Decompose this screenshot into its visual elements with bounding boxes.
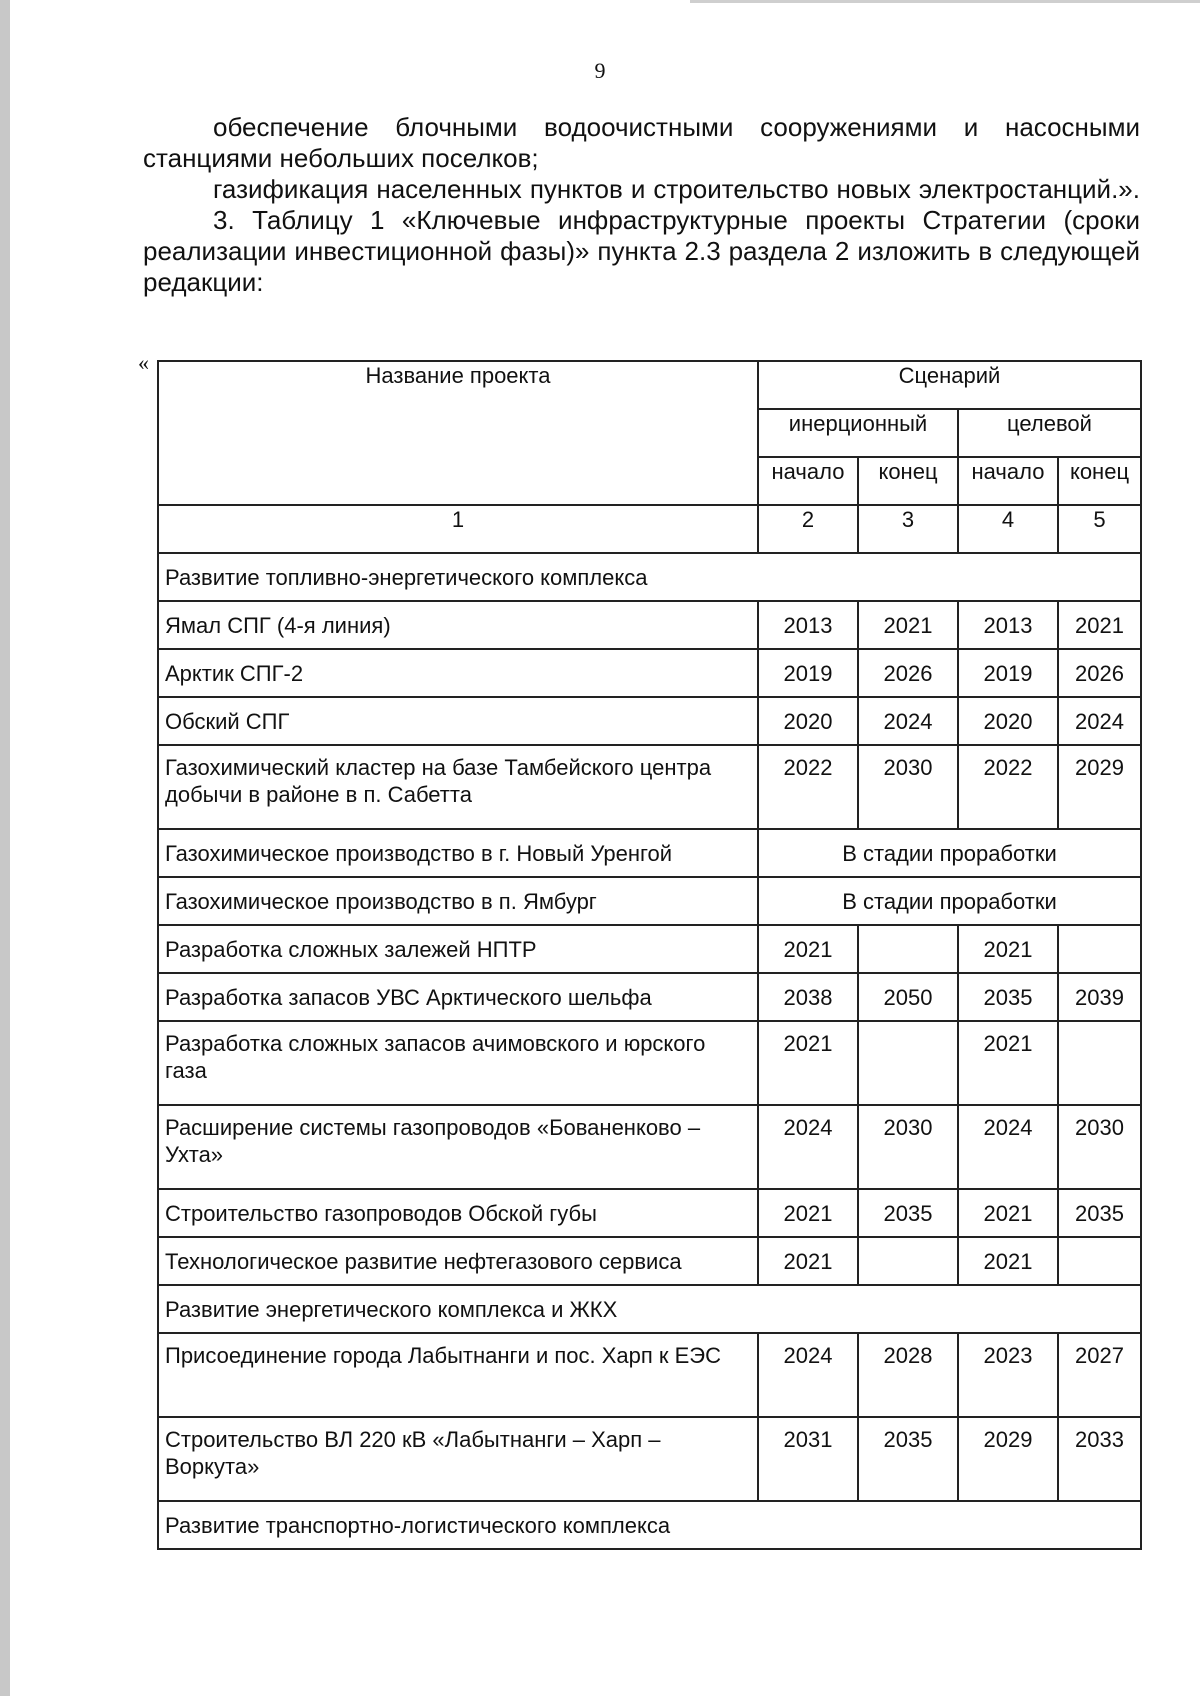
inertial-end: 2028 — [858, 1333, 958, 1417]
target-start: 2029 — [958, 1417, 1058, 1501]
target-end — [1058, 1237, 1141, 1285]
section-row — [158, 1285, 1141, 1333]
project-name: Присоединение города Лабытнанги и пос. Харп к ЕЭС — [158, 1333, 758, 1417]
inertial-start: 2021 — [758, 1021, 858, 1105]
intro-paragraph: 3. Таблицу 1 «Ключевые инфраструктурные проекты Стратегии (сроки реализации инвестиционной фазы)» пункта 2.3 раздела 2 изложить в следующей редакции: — [143, 205, 1140, 297]
inertial-end: 2035 — [858, 1189, 958, 1237]
section-title: Развитие энергетического комплекса и ЖКХ — [158, 1285, 1141, 1333]
project-name: Газохимическое производство в п. Ямбург — [158, 877, 758, 925]
table-row — [158, 1189, 1141, 1237]
inertial-start: 2024 — [758, 1333, 858, 1417]
table-row — [158, 973, 1141, 1021]
header-end: конец — [858, 457, 958, 505]
header-scenario: Сценарий — [758, 361, 1141, 409]
target-start: 2021 — [958, 925, 1058, 973]
inertial-end — [858, 925, 958, 973]
status-note: В стадии проработки — [758, 877, 1141, 925]
target-start: 2020 — [958, 697, 1058, 745]
page-number: 9 — [594, 58, 606, 83]
project-name: Разработка запасов УВС Арктического шельфа — [158, 973, 758, 1021]
inertial-end — [858, 1021, 958, 1105]
project-name: Разработка сложных залежей НПТР — [158, 925, 758, 973]
inertial-end: 2030 — [858, 1105, 958, 1189]
inertial-start: 2024 — [758, 1105, 858, 1189]
inertial-end: 2026 — [858, 649, 958, 697]
column-number: 3 — [858, 505, 958, 553]
status-note: В стадии проработки — [758, 829, 1141, 877]
inertial-end — [858, 1237, 958, 1285]
target-end: 2027 — [1058, 1333, 1141, 1417]
header-row — [158, 361, 1141, 409]
target-end: 2029 — [1058, 745, 1141, 829]
intro-text — [143, 112, 1140, 298]
inertial-end: 2030 — [858, 745, 958, 829]
table-row — [158, 1333, 1141, 1417]
page-edge-top — [690, 0, 1200, 3]
inertial-start: 2038 — [758, 973, 858, 1021]
header-project-name: Название проекта — [158, 361, 758, 505]
section-row — [158, 553, 1141, 601]
inertial-start: 2021 — [758, 1237, 858, 1285]
table-open-quote: « — [138, 350, 149, 375]
table-row — [158, 601, 1141, 649]
table-row — [158, 1021, 1141, 1105]
target-start: 2021 — [958, 1021, 1058, 1105]
column-number: 2 — [758, 505, 858, 553]
inertial-end: 2035 — [858, 1417, 958, 1501]
project-name: Строительство газопроводов Обской губы — [158, 1189, 758, 1237]
column-number: 5 — [1058, 505, 1141, 553]
target-start: 2021 — [958, 1189, 1058, 1237]
project-name: Технологическое развитие нефтегазового сервиса — [158, 1237, 758, 1285]
project-name: Арктик СПГ-2 — [158, 649, 758, 697]
inertial-start: 2031 — [758, 1417, 858, 1501]
header-start: начало — [758, 457, 858, 505]
target-end: 2024 — [1058, 697, 1141, 745]
inertial-end: 2024 — [858, 697, 958, 745]
inertial-end: 2021 — [858, 601, 958, 649]
section-title: Развитие транспортно-логистического комплекса — [158, 1501, 1141, 1549]
column-number-row — [158, 505, 1141, 553]
header-end: конец — [1058, 457, 1141, 505]
inertial-start: 2013 — [758, 601, 858, 649]
column-number: 1 — [158, 505, 758, 553]
table-body — [158, 553, 1141, 1549]
table-header — [158, 361, 1141, 553]
intro-paragraph: обеспечение блочными водоочистными сооружениями и насосными станциями небольших поселков; — [143, 112, 1140, 173]
table-row — [158, 745, 1141, 829]
table-row — [158, 1417, 1141, 1501]
inertial-start: 2022 — [758, 745, 858, 829]
target-end: 2039 — [1058, 973, 1141, 1021]
header-start: начало — [958, 457, 1058, 505]
target-end: 2035 — [1058, 1189, 1141, 1237]
project-name: Ямал СПГ (4-я линия) — [158, 601, 758, 649]
project-name: Разработка сложных запасов ачимовского и юрского газа — [158, 1021, 758, 1105]
table-row — [158, 649, 1141, 697]
projects-table — [157, 360, 1142, 1550]
target-start: 2021 — [958, 1237, 1058, 1285]
target-start: 2035 — [958, 973, 1058, 1021]
inertial-start: 2021 — [758, 1189, 858, 1237]
table-row — [158, 925, 1141, 973]
table-row — [158, 877, 1141, 925]
inertial-start: 2019 — [758, 649, 858, 697]
target-start: 2019 — [958, 649, 1058, 697]
target-end: 2030 — [1058, 1105, 1141, 1189]
target-end — [1058, 1021, 1141, 1105]
project-name: Расширение системы газопроводов «Бованенково – Ухта» — [158, 1105, 758, 1189]
table-row — [158, 697, 1141, 745]
table-row — [158, 829, 1141, 877]
target-start: 2013 — [958, 601, 1058, 649]
project-name: Газохимическое производство в г. Новый Уренгой — [158, 829, 758, 877]
project-name: Обский СПГ — [158, 697, 758, 745]
section-title: Развитие топливно-энергетического комплекса — [158, 553, 1141, 601]
header-target: целевой — [958, 409, 1141, 457]
intro-paragraph: газификация населенных пунктов и строительство новых электростанций.». — [213, 174, 1140, 204]
target-start: 2023 — [958, 1333, 1058, 1417]
inertial-start: 2020 — [758, 697, 858, 745]
project-name: Строительство ВЛ 220 кВ «Лабытнанги – Харп – Воркута» — [158, 1417, 758, 1501]
target-end: 2033 — [1058, 1417, 1141, 1501]
target-end: 2021 — [1058, 601, 1141, 649]
table-row — [158, 1105, 1141, 1189]
column-number: 4 — [958, 505, 1058, 553]
target-start: 2022 — [958, 745, 1058, 829]
target-end — [1058, 925, 1141, 973]
project-name: Газохимический кластер на базе Тамбейского центра добычи в районе в п. Сабетта — [158, 745, 758, 829]
inertial-end: 2050 — [858, 973, 958, 1021]
page-edge-shadow — [0, 0, 10, 1696]
section-row — [158, 1501, 1141, 1549]
inertial-start: 2021 — [758, 925, 858, 973]
target-end: 2026 — [1058, 649, 1141, 697]
target-start: 2024 — [958, 1105, 1058, 1189]
header-inertial: инерционный — [758, 409, 958, 457]
table-row — [158, 1237, 1141, 1285]
